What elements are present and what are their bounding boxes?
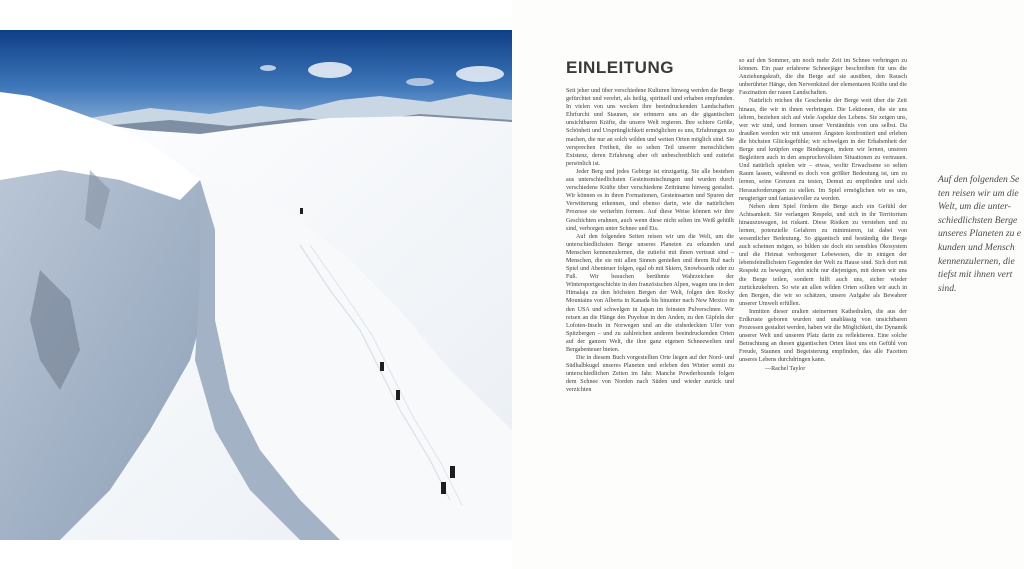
text-column-2 [739, 57, 907, 373]
paragraph: Auf den folgenden Seiten reisen wir um die Welt, um die unterschiedlichsten Berge unseres Planeten zu erkunden und Menschen kennenzulernen, die zutiefst mit ihnen vertraut sind – Menschen, die sie mit allen Sinnen genießen und ihrem Ruf nach Spiel und Abenteuer folgen, egal ob mit Skiern, Snowboards oder zu Fuß. Wir besuchen berühmte Wahrzeichen der Wintersportgeschichte in den französischen Alpen, wagen uns in den Himalaja zu den höchsten Bergen der Welt, folgen den Rocky Mountains von Alberta in Kanada bis hinunter nach New Mexico in den USA und schwelgen in Japan im feinsten Pulverschnee. Wir reisen an die Hänge des Puyehue in den Anden, zu den Gipfeln der Lofoten-Inseln in Norwegen und an die eisbedeckten Ufer von Spitzbergen – und zu zahlreichen anderen beeindruckenden Orten auf der ganzen Welt, die ihre ganz eigenen Schneewelten und Bergabenteuer bieten. [566, 233, 734, 353]
pull-quote-line: schiedlichsten Berge [938, 214, 1018, 226]
pull-quote-line: Auf den folgenden Se [938, 174, 1020, 185]
pull-quote [938, 173, 1024, 295]
pull-quote-line: Welt, um die unter- [938, 201, 1011, 213]
paragraph: Seit jeher und über verschiedene Kulturen hinweg werden die Berge gefürchtet und verehrt, als heilig, spirituell und erhaben empfunden. In vielen von uns wecken ihre beeindruckenden Landschaften Ehrfurcht und Staunen, sie erinnern uns an die gigantischen unsichtbaren Kräfte, die unsere Welt regieren. Ihre schiere Größe, Schönheit und Ursprünglichkeit ermöglichen es uns, Erfahrungen zu machen, die nur an solch wilden und weiten Orten möglich sind. Sie versprechen Freiheit, die so sehen Teil unserer menschlichen Existenz, deren Erfahrung aber oft unbeschreiblich und zutiefst persönlich ist. [566, 88, 734, 167]
paragraph: Die in diesem Buch vorgestellten Orte liegen auf der Nord- und Südhalbkugel unseres Planeten und erleben den Winter somit zu unterschiedlichen Zeiten im Jahr. Manche Powderhounds folgen dem Schnee von Norden nach Süden und wieder zurück und verzichten [566, 355, 734, 394]
author-signature: —Rachel Taylor [765, 365, 806, 372]
pull-quote-line: sind. [938, 282, 957, 294]
pull-quote-line: unseres Planeten zu e [938, 228, 1022, 240]
pull-quote-line: ten reisen wir um die [938, 187, 1019, 199]
paragraph: Inmitten dieser uralten steinernen Kathedralen, die aus der Erdkruste geboren wurden und unablässig von unsichtbaren Prozessen gestaltet werden, haben wir die Möglichkeit, die Dynamik unserer Welt und unseren Platz darin zu reflektieren. Eine solche Betrachtung an diesen gigantischen Orten lässt uns ein Gefühl von Freude, Staunen und Begeisterung empfinden, das alle Facetten unseres Lebens durchdringen kann. [739, 308, 907, 364]
paragraph: so auf den Sommer, um noch mehr Zeit im Schnee verbringen zu können. Ein paar erfahrene Schneejäger beschreiben für uns die Anziehungskraft, die die Berge auf sie ausüben, den Rausch unberührter Hänge, den Nervenkitzel der elementaren Kräfte und die Faszination der rauen Landschaften. [739, 58, 908, 97]
paragraph: Neben dem Spiel fördern die Berge auch ein Gefühl der Achtsamkeit. Sie verlangen Respekt, und sich in ihr Territorium hinauszuwagen, ist riskant. Diese Risiken zu verstehen und zu lernen, potenzielle Gefahren zu minimieren, ist dabei von wesentlicher Bedeutung. So gigantisch und beständig die Berge auch scheinen mögen, so bilden sie doch ein sensibles Ökosystem und die Heimat verborgener Lebewesen, die in einigen der lebensfeindlichsten Gegenden der Welt zu Hause sind. Sich dort mit Respekt zu bewegen, ehrt nicht nur diejenigen, mit denen wir uns die Berge teilen, sondern hilft auch uns, sicher wieder zurückzukehren. So wie an allen wilden Orten sollten wir auch in den Bergen, die wir so schätzen, unsere Aufgabe als Bewahrer unserer Umwelt erfüllen. [739, 203, 907, 307]
paragraph: Jeder Berg und jedes Gebirge ist einzigartig. Sie alle bestehen aus unterschiedlichsten Gesteinsmischungen und wurden durch verschiedene Kräfte über verschiedene Zeiträume hinweg gestaltet. Wir können es in ihren Formationen, Gesteinsarten und Spuren der Verwitterung erkennen, und ebenso darin, wie die natürlichen Prozesse sie weiterhin formen. Auf diese Weise können wir ihre Geschichten erahnen, auch wenn diese nicht selten im Weiß gehüllt sind, verborgen unter Schnee und Eis. [566, 168, 734, 232]
text-column-1 [566, 87, 734, 395]
snow-ridge-illustration [0, 30, 512, 540]
page-title: EINLEITUNG [566, 58, 674, 77]
mountain-photo [0, 30, 512, 540]
pull-quote-line: tiefst mit ihnen vert [938, 269, 1013, 281]
paragraph: Natürlich reichen die Geschenke der Berge weit über die Zeit hinaus, die wir in ihnen verbringen. Die Lektionen, die sie uns lehren, beziehen sich auf viele Aspekte des Lebens. Sie zeigen uns, wer wir sind, und formen unser Verständnis von uns selbst. Da draußen werden wir mit unseren Ängsten konfrontiert und erleben die höchsten Glücksgefühle; wir schwelgen in der Erhabenheit der Berge und knüpfen enge Bindungen, indem wir lernen, unseren Begleitern auch in den anspruchsvollsten Situationen zu vertrauen. Und natürlich spielen wir – etwas, wofür Erwachsene so selten Raum lassen, während es doch von größter Bedeutung ist, um zu lernen, seine Grenzen zu testen, Demut zu empfinden und sich Herausforderungen zu stellen. Im Spiel ermöglichen wir es uns, neugieriger und fantasievoller zu werden. [739, 98, 907, 202]
pull-quote-line: kennenzulernen, die [938, 255, 1015, 267]
pull-quote-line: kunden und Mensch [938, 241, 1015, 253]
